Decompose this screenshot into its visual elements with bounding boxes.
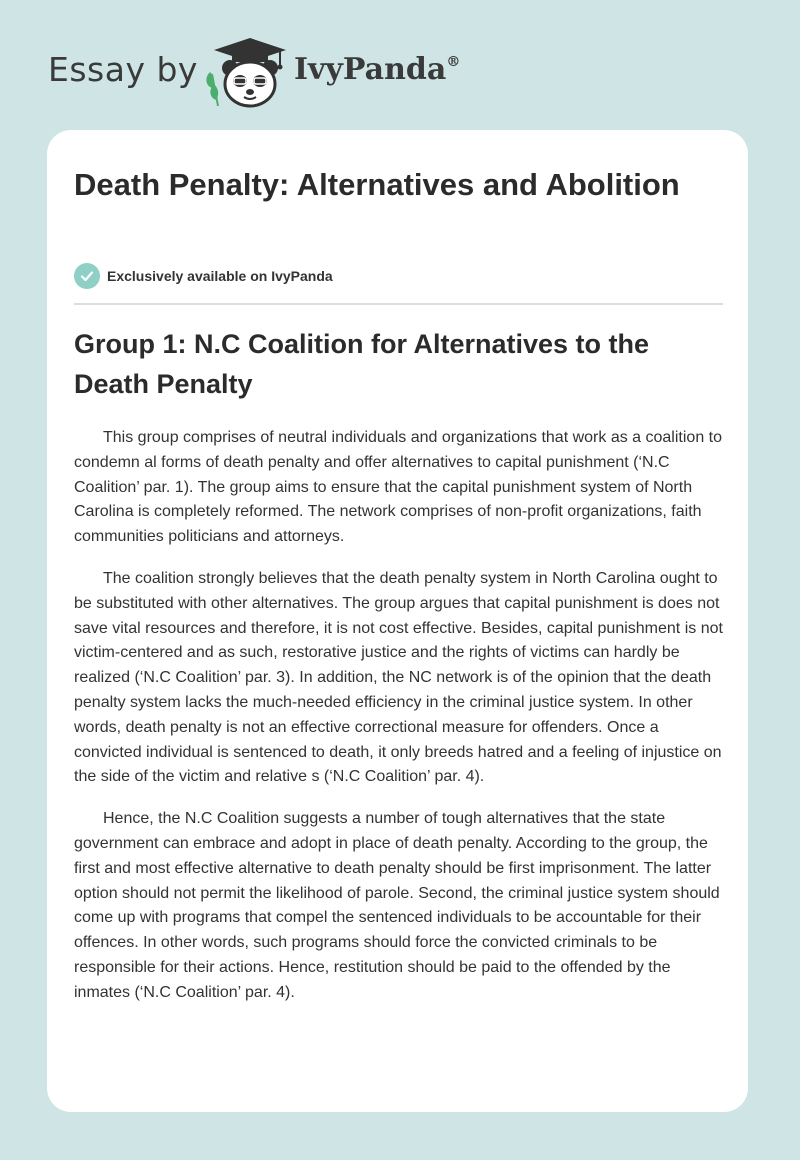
registered-mark: ® [446,54,461,70]
page-title: Death Penalty: Alternatives and Abolition [74,167,680,202]
check-circle-icon [74,263,100,289]
exclusive-badge-label: Exclusively available on IvyPanda [107,268,333,284]
paragraph: This group comprises of neutral individuals and organizations that work as a coalition to condemn al forms of death penalty and offer alternatives to capital punishment (‘N.C Coalition’ par. 1). The group aims to ensure that the capital punishment system of North Carolina is completely reformed. The network comprises of non-profit organizations, faith communities politicians and attorneys. [74,429,722,546]
panda-graduate-logo-icon[interactable] [200,34,290,110]
article-body [74,426,724,1023]
exclusive-badge [74,263,333,289]
divider [74,303,723,305]
brand-name[interactable] [294,52,460,87]
essay-by-label: Essay by [48,50,198,89]
site-header [0,0,800,120]
section-heading: Group 1: N.C Coalition for Alternatives to the Death Penalty [74,329,650,399]
paragraph: The coalition strongly believes that the death penalty system in North Carolina ought to be substituted with other alternatives. The group argues that capital punishment is does not save vital resources and therefore, it is not cost effective. Besides, capital punishment is not victim-centered and as such, restorative justice and the rights of victims can hardly be realized (‘N.C Coalition’ par. 3). In addition, the NC network is of the opinion that the death penalty system lacks the much-needed efficiency in the criminal justice system. In other words, death penalty is not an effective correctional measure for offenders. Once a convicted individual is sentenced to death, it only breeds hatred and a feeling of injustice on the side of the victim and relative s (‘N.C Coalition’ par. 4). [74,569,723,786]
essay-card [47,130,748,1112]
brand-name-text: IvyPanda [294,52,447,87]
paragraph: Hence, the N.C Coalition suggests a number of tough alternatives that the state government can embrace and adopt in place of death penalty. According to the group, the first and most effective alternative to death penalty should be first imprisonment. The latter option should not permit the likelihood of parole. Second, the criminal justice system should come up with programs that compel the sentenced individuals to be accountable for their offences. In other words, such programs should force the convicted criminals to be responsible for their actions. Hence, restitution should be paid to the offended by the inmates (‘N.C Coalition’ par. 4). [74,810,720,1001]
